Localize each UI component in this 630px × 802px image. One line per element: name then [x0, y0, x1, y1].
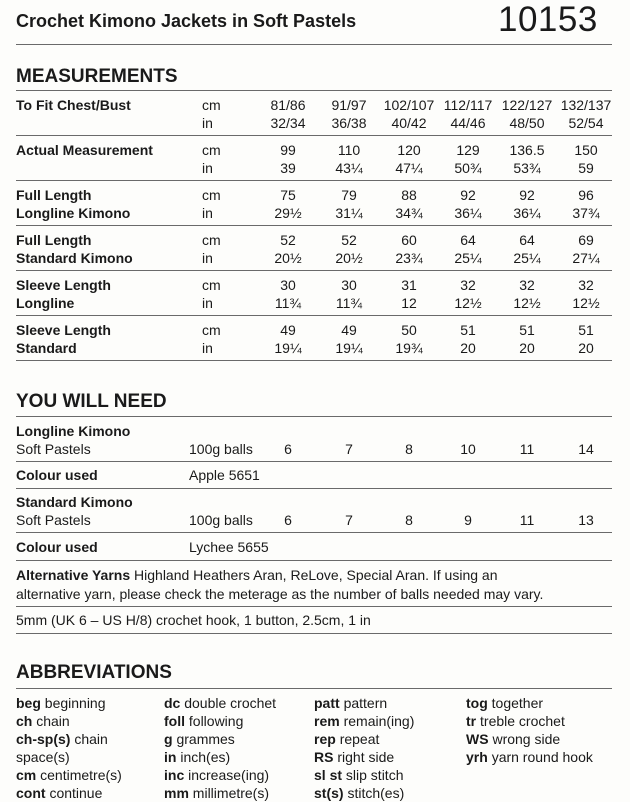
abbreviation-term: mm	[164, 785, 189, 801]
measurement-row	[0, 321, 630, 340]
measurement-cm-value: 52	[341, 232, 357, 248]
measurement-in-value: 31¼	[335, 205, 363, 221]
measurement-in-value: 20	[578, 340, 594, 356]
abbreviations-divider	[16, 688, 612, 689]
abbreviation-meaning: yarn round hook	[491, 749, 593, 765]
unit-cm: cm	[202, 277, 221, 293]
measurement-row	[0, 186, 630, 205]
measurement-cm-value: 69	[578, 232, 594, 248]
measurement-in-value: 20	[460, 340, 476, 356]
abbreviations-column	[16, 694, 122, 802]
abbreviation-meaning: slip stitch	[345, 767, 404, 783]
abbreviation-meaning: right side	[337, 749, 395, 765]
measurement-cm-value: 79	[341, 187, 357, 203]
measurement-in-value: 19¼	[335, 340, 363, 356]
measurement-cm-value: 91/97	[331, 97, 367, 113]
standard-unit: 100g balls	[189, 512, 253, 528]
measurement-cm-value: 64	[519, 232, 535, 248]
longline-balls-value: 11	[519, 441, 535, 457]
unit-cm: cm	[202, 142, 221, 158]
measurement-cm-value: 49	[280, 322, 296, 338]
alternative-yarns-label: Alternative Yarns	[16, 567, 131, 583]
abbreviation-item	[314, 694, 414, 712]
abbreviation-item	[164, 784, 276, 802]
measurement-cm-value: 49	[341, 322, 357, 338]
abbreviation-item	[466, 748, 593, 766]
unit-in: in	[202, 340, 213, 356]
standard-balls-value: 8	[405, 512, 413, 528]
measurement-cm-value: 112/117	[443, 97, 493, 113]
standard-balls-value: 6	[284, 512, 292, 528]
longline-colour-row	[0, 466, 630, 485]
measurement-cm-value: 32	[519, 277, 535, 293]
measurement-row	[0, 231, 630, 250]
measurement-in-value: 48/50	[509, 115, 545, 131]
unit-in: in	[202, 250, 213, 266]
measurement-label: Sleeve Length	[16, 277, 111, 293]
measurement-row	[0, 141, 630, 160]
measurement-cm-value: 99	[280, 142, 296, 158]
longline-unit: 100g balls	[189, 441, 253, 457]
measurement-cm-value: 50	[401, 322, 417, 338]
longline-yarn-row	[0, 440, 630, 459]
row-divider	[16, 488, 612, 489]
standard-balls-value: 11	[519, 512, 535, 528]
longline-title-row	[0, 422, 630, 441]
measurement-in-value: 36¼	[513, 205, 541, 221]
abbreviation-term: tog	[466, 695, 488, 711]
abbreviation-term: in	[164, 749, 177, 765]
row-divider	[16, 633, 612, 634]
measurement-cm-value: 110	[337, 142, 361, 158]
measurement-cm-value: 132/137	[560, 97, 612, 113]
measurement-in-value: 29½	[274, 205, 302, 221]
measurement-row	[0, 339, 630, 358]
longline-yarn: Soft Pastels	[16, 441, 91, 457]
measurement-cm-value: 30	[341, 277, 357, 293]
abbreviation-meaning: increase(ing)	[188, 767, 270, 783]
measurement-cm-value: 81/86	[270, 97, 306, 113]
measurement-in-value: 19¼	[274, 340, 302, 356]
abbreviation-item	[314, 748, 414, 766]
you-will-need-heading: YOU WILL NEED	[16, 391, 167, 412]
measurement-in-value: 53¾	[513, 160, 541, 176]
row-divider	[16, 461, 612, 462]
measurement-cm-value: 32	[578, 277, 594, 293]
measurement-cm-value: 51	[519, 322, 535, 338]
measurement-in-value: 50¾	[454, 160, 482, 176]
measurement-in-value: 20	[519, 340, 535, 356]
measurement-cm-value: 96	[578, 187, 594, 203]
measurement-in-value: 25¼	[454, 250, 482, 266]
measurement-in-value: 11¾	[335, 295, 363, 311]
measurement-label: Sleeve Length	[16, 322, 111, 338]
abbreviation-item	[466, 694, 593, 712]
abbreviation-item	[466, 712, 593, 730]
row-divider	[16, 360, 612, 361]
standard-yarn-row	[0, 511, 630, 530]
alternative-yarns-text: Highland Heathers Aran, ReLove, Special Aran. If using an	[134, 567, 498, 583]
measurement-in-value: 44/46	[450, 115, 486, 131]
abbreviation-meaning: together	[491, 695, 544, 711]
abbreviation-item	[314, 730, 414, 748]
you-will-need-divider	[16, 416, 612, 417]
abbreviation-term: WS	[466, 731, 489, 747]
abbreviation-term: rem	[314, 713, 340, 729]
measurement-cm-value: 92	[460, 187, 476, 203]
abbreviation-meaning: millimetre(s)	[192, 785, 270, 801]
standard-colour-label: Colour used	[16, 539, 98, 555]
measurement-sublabel: Longline	[16, 295, 75, 311]
measurement-cm-value: 136.5	[509, 142, 545, 158]
longline-balls-value: 6	[284, 441, 292, 457]
measurement-in-value: 36¼	[454, 205, 482, 221]
abbreviation-item	[314, 766, 414, 784]
alternative-yarns-line1	[16, 566, 497, 585]
measurement-in-value: 32/34	[270, 115, 306, 131]
measurement-in-value: 52/54	[568, 115, 604, 131]
abbreviation-meaning: stitch(es)	[347, 785, 405, 801]
abbreviation-item	[16, 694, 122, 712]
standard-colour-row	[0, 538, 630, 557]
standard-title-row	[0, 493, 630, 512]
abbreviation-item	[314, 712, 414, 730]
row-divider	[16, 560, 612, 561]
abbreviations-column	[314, 694, 414, 802]
row-divider	[16, 315, 612, 316]
unit-cm: cm	[202, 322, 221, 338]
abbreviation-term: rep	[314, 731, 336, 747]
longline-balls-value: 8	[405, 441, 413, 457]
measurement-cm-value: 52	[280, 232, 296, 248]
measurement-in-value: 23¾	[395, 250, 423, 266]
unit-in: in	[202, 115, 213, 131]
abbreviation-term: foll	[164, 713, 185, 729]
abbreviation-meaning: wrong side	[492, 731, 561, 747]
measurement-row	[0, 294, 630, 313]
header-divider	[16, 44, 612, 45]
abbreviation-meaning: grammes	[176, 731, 235, 747]
unit-cm: cm	[202, 232, 221, 248]
abbreviation-term: g	[164, 731, 173, 747]
abbreviation-item	[164, 730, 276, 748]
standard-title: Standard Kimono	[16, 494, 133, 510]
abbreviation-meaning: continue	[49, 785, 103, 801]
measurement-label: Full Length	[16, 232, 92, 248]
pattern-number: 10153	[498, 0, 598, 39]
longline-colour-value: Apple 5651	[189, 467, 260, 483]
measurement-cm-value: 129	[456, 142, 480, 158]
abbreviation-term: tr	[466, 713, 477, 729]
measurement-sublabel: Standard	[16, 340, 77, 356]
measurement-in-value: 12½	[454, 295, 482, 311]
longline-colour-label: Colour used	[16, 467, 98, 483]
measurement-cm-value: 102/107	[383, 97, 435, 113]
abbreviation-meaning: repeat	[339, 731, 380, 747]
measurement-in-value: 37¾	[572, 205, 600, 221]
measurement-row	[0, 96, 630, 115]
measurement-cm-value: 60	[401, 232, 417, 248]
alternative-yarns-line2: alternative yarn, please check the meterage as the number of balls needed may vary.	[16, 586, 544, 602]
measurement-in-value: 12	[401, 295, 417, 311]
abbreviation-term: inc	[164, 767, 185, 783]
measurement-label: To Fit Chest/Bust	[16, 97, 131, 113]
abbreviation-item	[16, 748, 122, 766]
standard-balls-value: 9	[464, 512, 472, 528]
abbreviation-term: sl st	[314, 767, 343, 783]
measurement-row	[0, 276, 630, 295]
row-divider	[16, 135, 612, 136]
measurement-cm-value: 31	[401, 277, 417, 293]
measurement-in-value: 40/42	[391, 115, 427, 131]
abbreviations-column	[466, 694, 593, 766]
abbreviation-term: cont	[16, 785, 46, 801]
abbreviation-item	[16, 766, 122, 784]
measurement-cm-value: 51	[578, 322, 594, 338]
measurement-in-value: 34¾	[395, 205, 423, 221]
standard-yarn: Soft Pastels	[16, 512, 91, 528]
longline-title: Longline Kimono	[16, 423, 131, 439]
measurement-cm-value: 32	[460, 277, 476, 293]
unit-in: in	[202, 205, 213, 221]
measurement-cm-value: 75	[280, 187, 296, 203]
longline-balls-value: 7	[345, 441, 353, 457]
measurement-in-value: 12½	[513, 295, 541, 311]
unit-in: in	[202, 295, 213, 311]
unit-in: in	[202, 160, 213, 176]
measurement-in-value: 20½	[274, 250, 302, 266]
standard-balls-value: 7	[345, 512, 353, 528]
standard-colour-value: Lychee 5655	[189, 539, 269, 555]
abbreviation-meaning: beginning	[44, 695, 106, 711]
longline-balls-value: 10	[460, 441, 476, 457]
abbreviation-item	[466, 730, 593, 748]
abbreviation-meaning: treble crochet	[480, 713, 565, 729]
abbreviation-item	[314, 784, 414, 802]
abbreviation-meaning: remain(ing)	[343, 713, 415, 729]
abbreviation-term: beg	[16, 695, 41, 711]
row-divider	[16, 225, 612, 226]
measurement-in-value: 47¼	[395, 160, 423, 176]
abbreviation-term: RS	[314, 749, 334, 765]
hook-line: 5mm (UK 6 – US H/8) crochet hook, 1 button, 2.5cm, 1 in	[16, 612, 371, 628]
measurement-cm-value: 92	[519, 187, 535, 203]
document-title: Crochet Kimono Jackets in Soft Pastels	[16, 11, 357, 31]
measurement-in-value: 59	[578, 160, 594, 176]
unit-cm: cm	[202, 97, 221, 113]
row-divider	[16, 270, 612, 271]
measurement-in-value: 36/38	[331, 115, 367, 131]
abbreviation-meaning: double crochet	[184, 695, 277, 711]
measurement-cm-value: 51	[460, 322, 476, 338]
measurement-cm-value: 88	[401, 187, 417, 203]
abbreviation-meaning: chain	[36, 713, 70, 729]
abbreviations-heading: ABBREVIATIONS	[16, 662, 172, 683]
measurement-sublabel: Longline Kimono	[16, 205, 131, 221]
abbreviation-term: patt	[314, 695, 340, 711]
measurement-row	[0, 114, 630, 133]
unit-cm: cm	[202, 187, 221, 203]
abbreviation-item	[16, 730, 122, 748]
measurement-row	[0, 204, 630, 223]
measurement-in-value: 12½	[572, 295, 600, 311]
abbreviation-item	[164, 694, 276, 712]
abbreviation-meaning: following	[188, 713, 244, 729]
row-divider	[16, 532, 612, 533]
abbreviation-term: yrh	[466, 749, 488, 765]
measurement-cm-value: 150	[574, 142, 598, 158]
abbreviation-item	[16, 712, 122, 730]
measurement-in-value: 27¼	[572, 250, 600, 266]
measurement-in-value: 20½	[335, 250, 363, 266]
abbreviation-term: ch	[16, 713, 33, 729]
measurement-cm-value: 122/127	[501, 97, 553, 113]
abbreviation-term: ch-sp(s)	[16, 731, 71, 747]
abbreviation-item	[16, 784, 122, 802]
abbreviation-meaning: inch(es)	[180, 749, 231, 765]
abbreviation-meaning: pattern	[343, 695, 388, 711]
measurement-in-value: 25¼	[513, 250, 541, 266]
abbreviation-meaning: centimetre(s)	[40, 767, 122, 783]
measurement-sublabel: Standard Kimono	[16, 250, 133, 266]
abbreviation-item	[164, 712, 276, 730]
measurement-cm-value: 64	[460, 232, 476, 248]
measurement-row	[0, 249, 630, 268]
measurement-in-value: 19¾	[395, 340, 423, 356]
measurement-cm-value: 30	[280, 277, 296, 293]
measurements-heading: MEASUREMENTS	[16, 66, 178, 87]
abbreviation-item	[164, 766, 276, 784]
row-divider	[16, 606, 612, 607]
abbreviation-term: cm	[16, 767, 37, 783]
longline-balls-value: 14	[578, 441, 594, 457]
measurement-in-value: 39	[280, 160, 296, 176]
abbreviation-meaning: space(s)	[16, 749, 70, 765]
measurement-cm-value: 120	[397, 142, 421, 158]
abbreviations-column	[164, 694, 276, 802]
measurements-divider	[16, 90, 612, 91]
abbreviation-term: dc	[164, 695, 181, 711]
abbreviation-meaning: chain	[74, 731, 108, 747]
measurement-label: Actual Measurement	[16, 142, 153, 158]
row-divider	[16, 180, 612, 181]
measurement-label: Full Length	[16, 187, 92, 203]
measurement-in-value: 11¾	[274, 295, 302, 311]
abbreviation-item	[164, 748, 276, 766]
abbreviation-term: st(s)	[314, 785, 344, 801]
measurement-in-value: 43¼	[335, 160, 363, 176]
measurement-row	[0, 159, 630, 178]
standard-balls-value: 13	[578, 512, 594, 528]
